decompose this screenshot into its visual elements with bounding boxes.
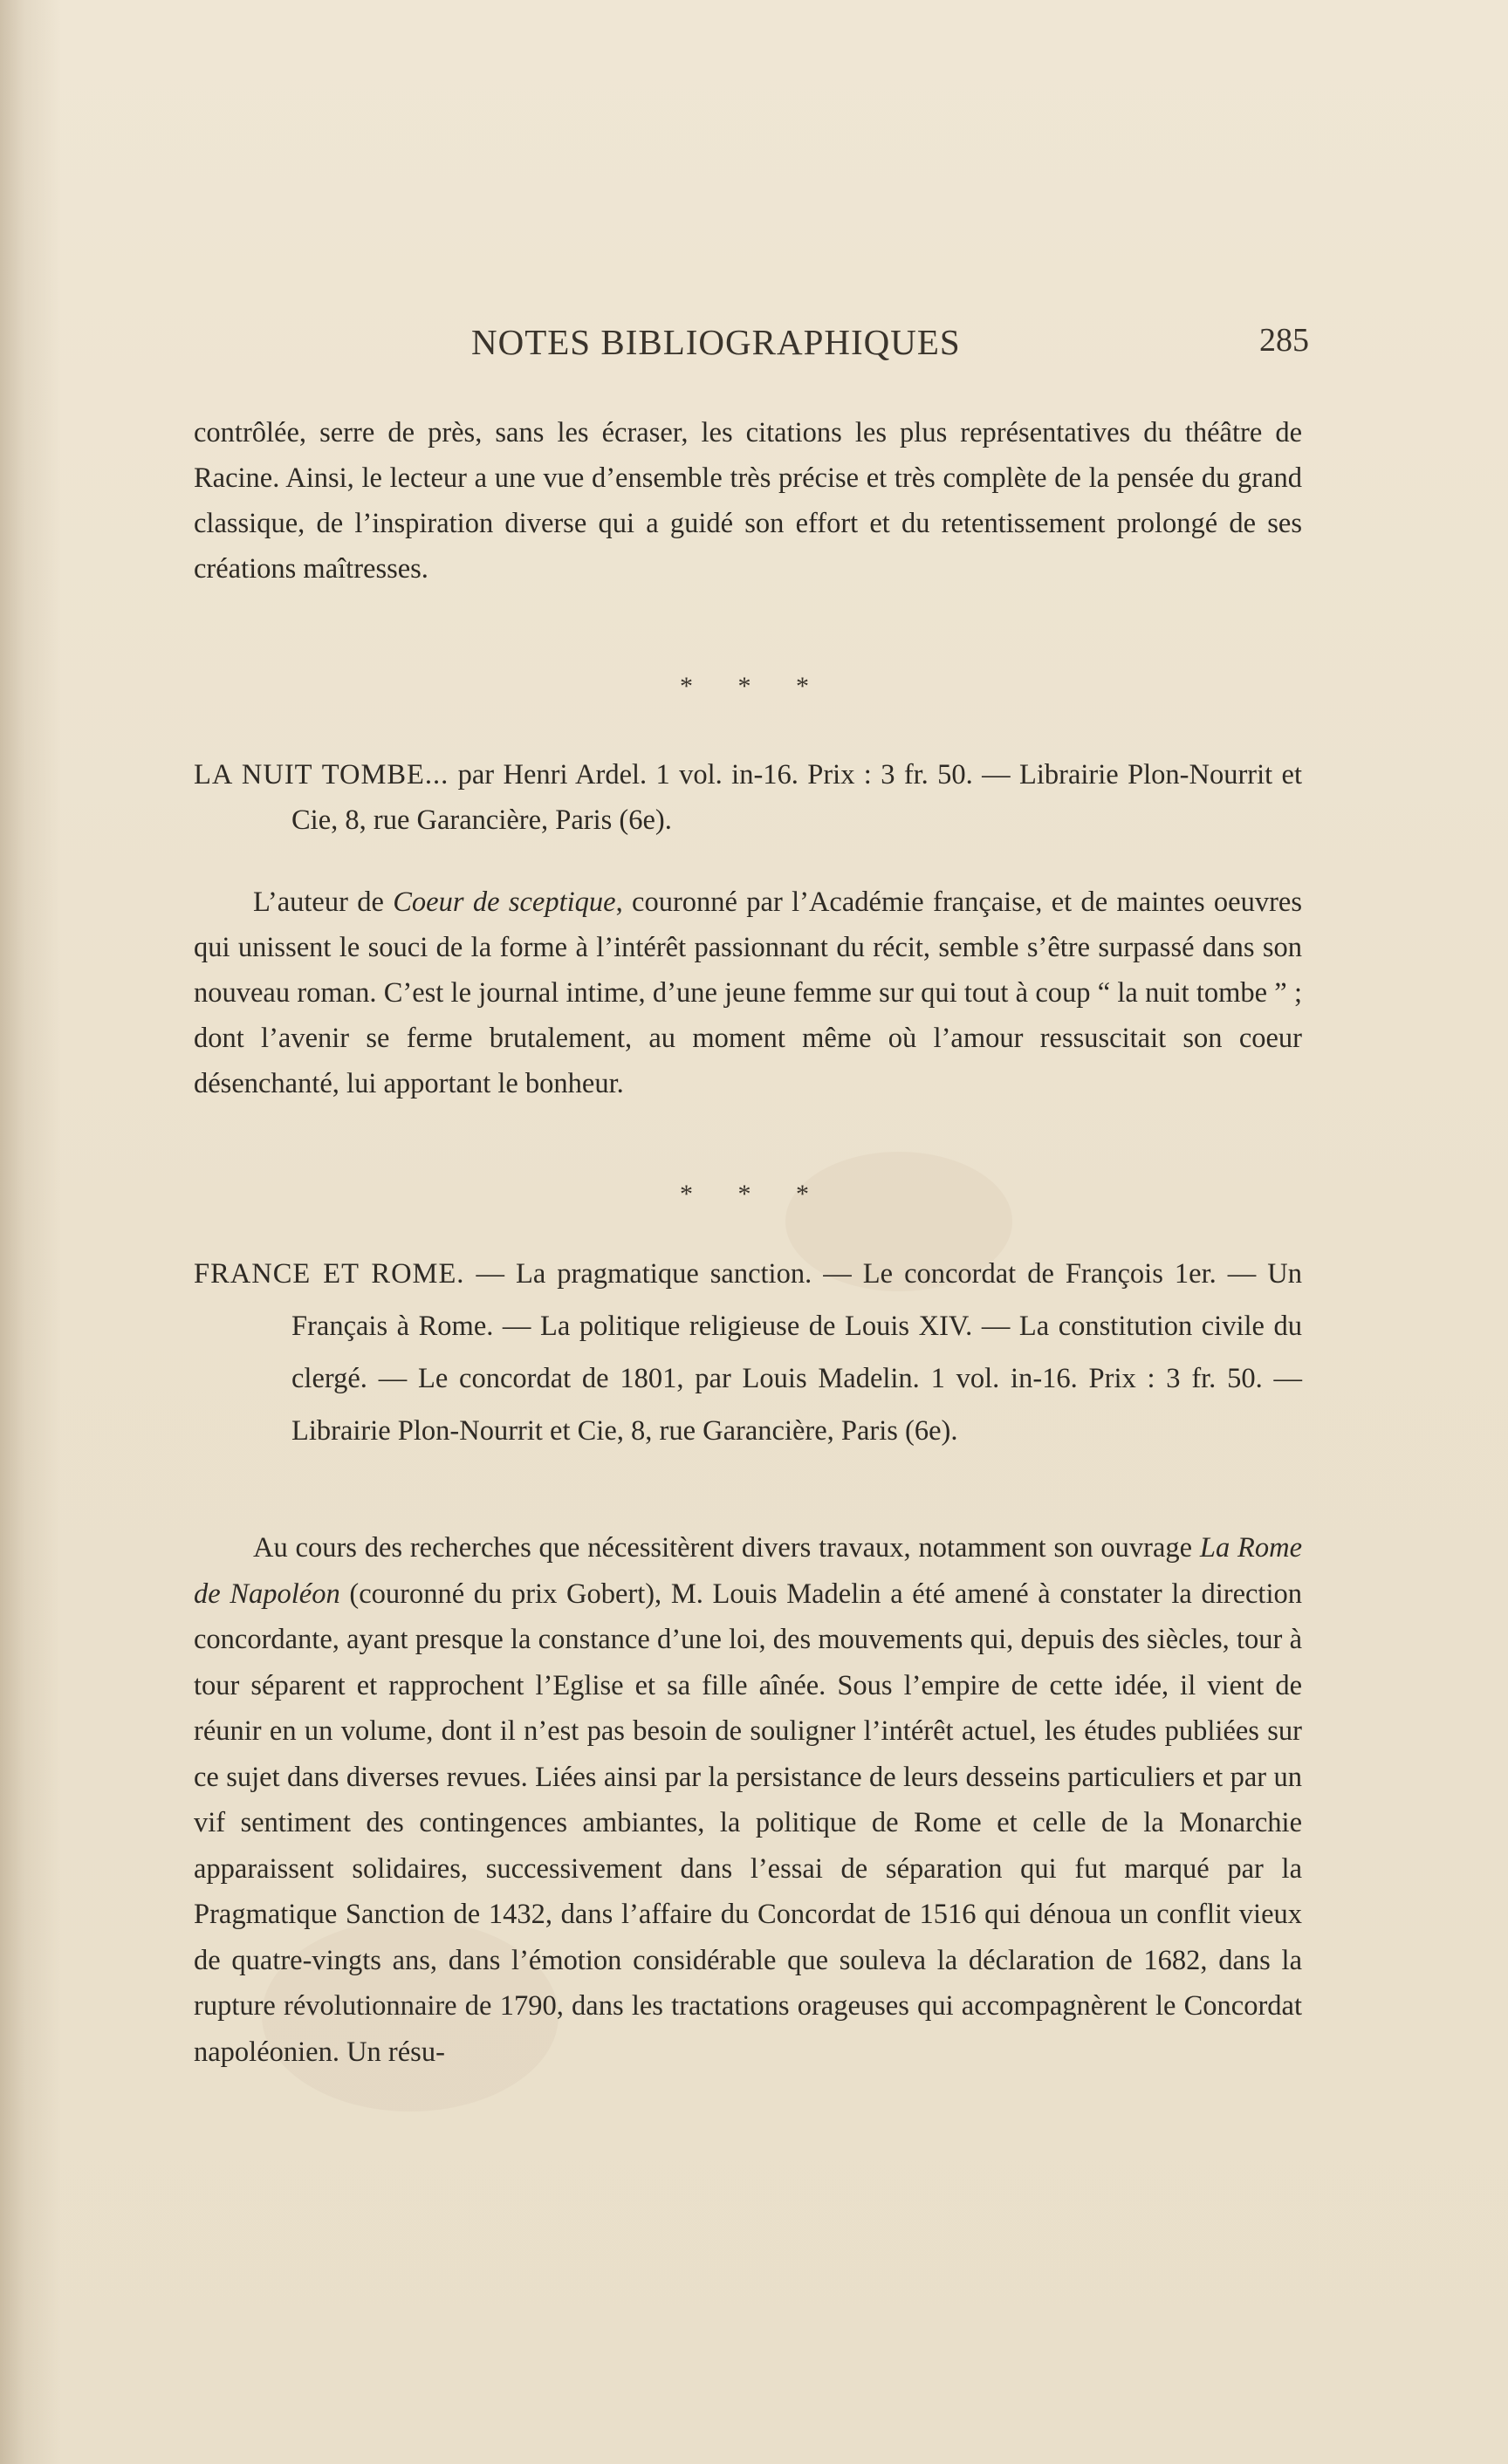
- review-text: , couronné par l’Académie française, et de maintes oeuvres qui unissent le souci de la forme à l’intérêt passionnant du récit, semble s’être surpassé dans son nouveau roman. C’est le journal intime, d’une jeune femme sur qui tout à coup “ la nuit tombe ” ; dont l’avenir se ferme brutalement, au moment même où l’amour ressuscitait son coeur désenchanté, lui apportant le bonheur.: [194, 886, 1302, 1099]
- running-head: [471, 321, 1309, 373]
- section-separator: * * *: [680, 672, 828, 701]
- entry-1-review: [194, 880, 1302, 1106]
- entry-reference: [194, 1248, 1302, 1457]
- review-paragraph: [194, 880, 1302, 1106]
- entry-title: LA NUIT TOMBE...: [194, 759, 449, 791]
- entry-2-review: [194, 1525, 1302, 2075]
- page-number: 285: [1259, 322, 1309, 359]
- bibliographic-entry-1: [194, 752, 1302, 843]
- opening-paragraph: [194, 410, 1302, 592]
- paragraph-text: contrôlée, serre de près, sans les écraser, les citations les plus représentatives du théâtre de Racine. Ainsi, le lecteur a une vue d’ensemble très précise et très complète de la pensée du grand classique, de l’inspiration diverse qui a guidé son effort et du retentissement prolongé de ses créations maîtresses.: [194, 417, 1302, 585]
- book-title-italic: Coeur de sceptique: [393, 886, 616, 918]
- review-paragraph: [194, 1525, 1302, 2075]
- review-text: L’auteur de: [253, 886, 394, 918]
- running-title: NOTES BIBLIOGRAPHIQUES: [471, 322, 961, 362]
- bibliographic-entry-2: [194, 1248, 1302, 1457]
- entry-reference: [194, 752, 1302, 843]
- review-text: (couronné du prix Gobert), M. Louis Madelin a été amené à constater la direction concordante, ayant presque la constance d’une loi, des mouvements qui, depuis des siècles, tour à tour séparent et rapprochent l’Eglise et sa fille aînée. Sous l’empire de cette idée, il vient de réunir en un volume, dont il n’est pas besoin de souligner l’intérêt actuel, les études publiées sur ce sujet dans diverses revues. Liées ainsi par la persistance de leurs desseins particuliers et par un vif sentiment des contingences ambiantes, la politique de Rome et celle de la Monarchie apparaissent solidaires, successivement dans l’essai de séparation qui fut marqué par la Pragmatique Sanction de 1432, dans l’affaire du Concordat de 1516 qui dénoua un conflit vieux de quatre-vingts ans, dans l’émotion considérable que souleva la déclaration de 1682, dans la rupture révolutionnaire de 1790, dans les tractations orageuses qui accompagnèrent le Concordat napoléonien. Un résu-: [194, 1578, 1302, 2068]
- section-separator: * * *: [680, 1180, 828, 1208]
- entry-details: — La pragmatique sanction. — Le concordat de François 1er. — Un Français à Rome. — La politique religieuse de Louis XIV. — La constitution civile du clergé. — Le concordat de 1801, par Louis Madelin. 1 vol. in-16. Prix : 3 fr. 50. — Librairie Plon-Nourrit et Cie, 8, rue Garancière, Paris (6e).: [291, 1258, 1302, 1447]
- book-title-italic: La Rome de Napoléon: [194, 1532, 1303, 1610]
- entry-title: FRANCE ET ROME.: [194, 1258, 465, 1290]
- entry-details: par Henri Ardel. 1 vol. in-16. Prix : 3 fr. 50. — Librairie Plon-Nourrit et Cie, 8, rue Garancière, Paris (6e).: [291, 759, 1302, 836]
- review-text: Au cours des recherches que nécessitèrent divers travaux, notamment son ouvrage: [253, 1532, 1200, 1564]
